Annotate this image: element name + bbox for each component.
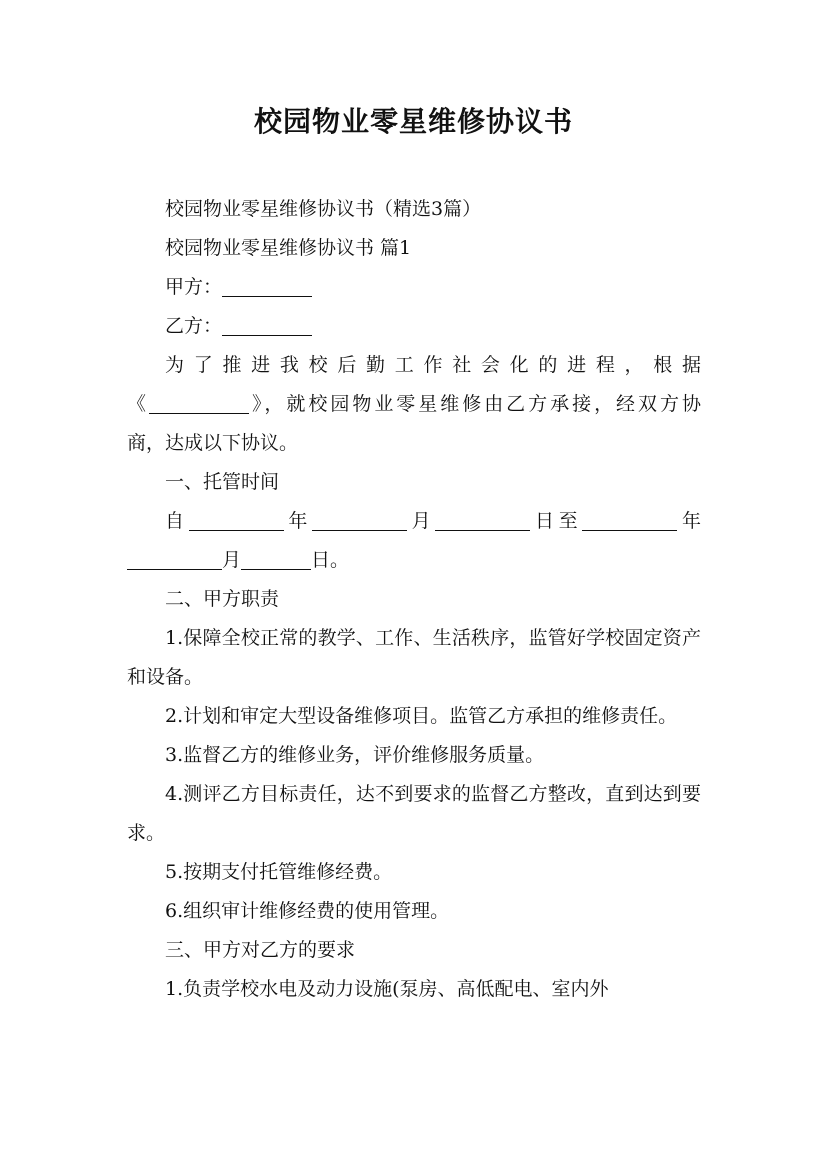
intro-line: 校园物业零星维修协议书（精选3篇） (165, 198, 482, 220)
document-body (127, 190, 701, 1009)
clause2-item: 5.按期支付托管维修经费。 (165, 861, 393, 883)
preamble-rest: 》，就校园物业零星维修由乙方承接，经双方协 (248, 393, 701, 415)
party-b-line (127, 307, 701, 346)
clause2-item: 4.测评乙方目标责任，达不到要求的监督乙方整改，直到达到要求。 (127, 783, 701, 844)
clause1-heading: 一、托管时间 (165, 471, 280, 493)
clause1-day-to: 日至 (530, 510, 583, 532)
document-title: 校园物业零星维修协议书 (253, 105, 573, 138)
preamble-line-1: 为了推进我校后勤工作社会化的进程，根据 (165, 354, 701, 376)
preamble-open-quote: 《 (127, 393, 149, 415)
clause2-item: 1.保障全校正常的教学、工作、生活秩序，监管好学校固定资产和设备。 (127, 627, 701, 688)
party-b-label: 乙方： (165, 315, 223, 337)
document-name-blank (149, 393, 249, 414)
clause2-item: 6.组织审计维修经费的使用管理。 (165, 900, 450, 922)
clause1-from: 自 (165, 510, 189, 532)
start-year-blank (189, 510, 284, 531)
section-heading: 校园物业零星维修协议书 篇1 (165, 237, 412, 259)
clause1-month: 月 (407, 510, 436, 532)
end-month-blank (127, 549, 222, 570)
clause1-date-line-2 (127, 541, 701, 580)
clause3-item: 1.负责学校水电及动力设施(泵房、高低配电、室内外 (165, 978, 609, 1000)
end-day-blank (241, 549, 311, 570)
clause2-heading: 二、甲方职责 (165, 588, 280, 610)
start-month-blank (312, 510, 407, 531)
clause1-date-line (127, 502, 701, 541)
clause1-year: 年 (283, 510, 312, 532)
party-a-label: 甲方： (165, 276, 223, 298)
preamble-line-2 (127, 385, 701, 424)
party-a-blank (222, 276, 312, 297)
clause3-heading: 三、甲方对乙方的要求 (165, 939, 356, 961)
clause1-day-end: 日。 (311, 549, 350, 571)
clause1-year2: 年 (677, 510, 701, 532)
end-year-blank (582, 510, 677, 531)
clause2-item: 2.计划和审定大型设备维修项目。监管乙方承担的维修责任。 (165, 705, 678, 727)
party-b-blank (222, 315, 312, 336)
party-a-line (127, 268, 701, 307)
start-day-blank (435, 510, 530, 531)
clause2-item: 3.监督乙方的维修业务，评价维修服务质量。 (165, 744, 545, 766)
preamble-line-3: 商，达成以下协议。 (127, 432, 299, 454)
clause1-month2: 月 (222, 549, 242, 571)
